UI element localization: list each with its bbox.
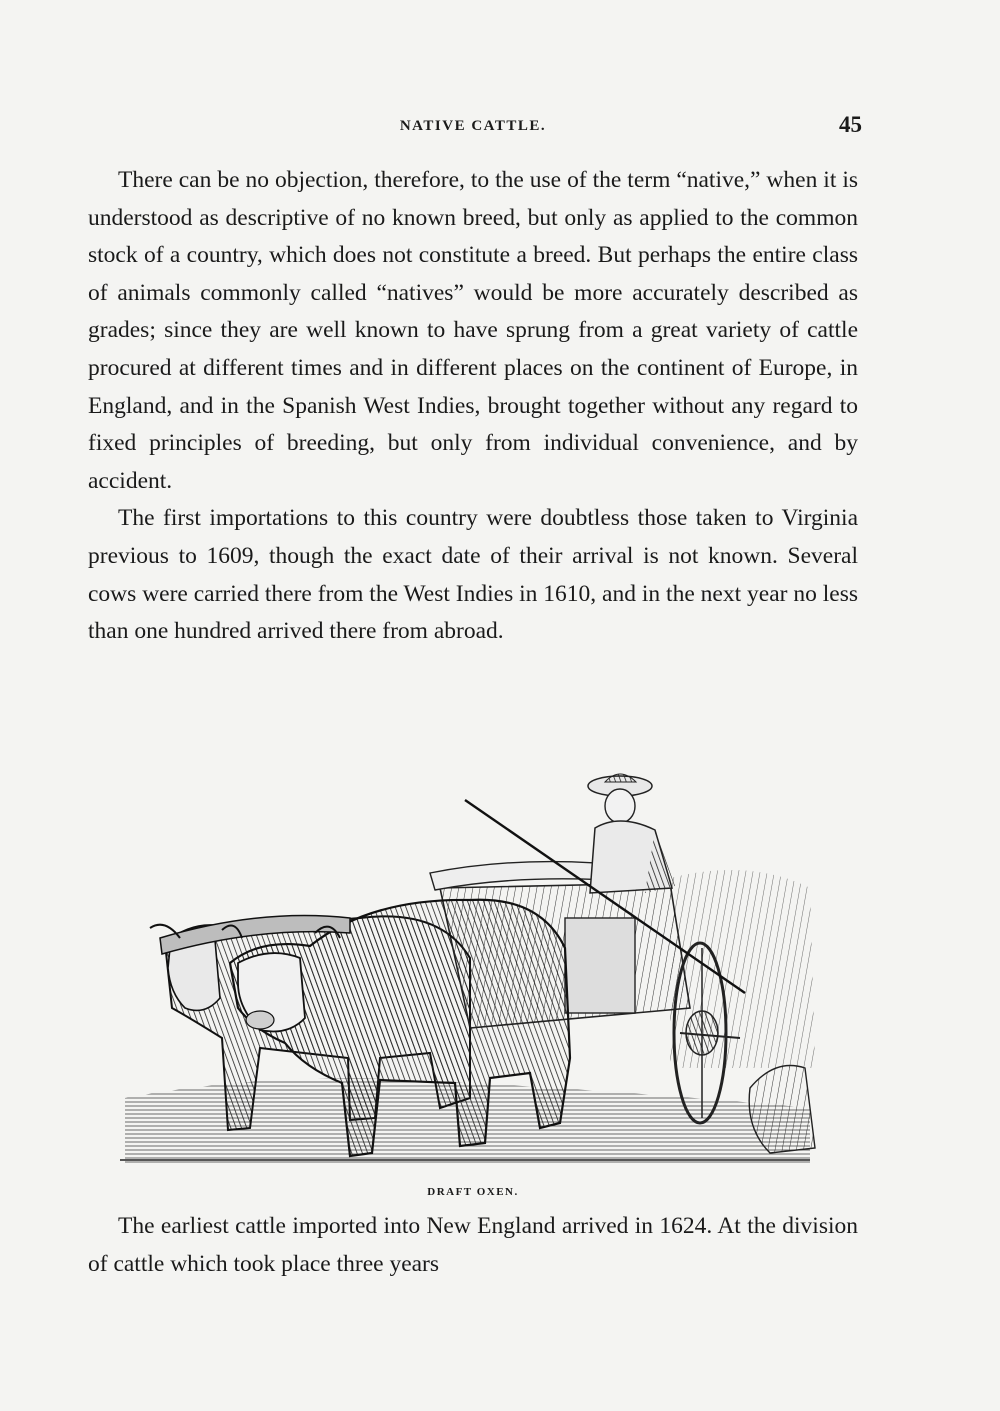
- paragraph: The first importations to this country were doubtless those taken to Virginia previous to 1609, though the exact date of their arrival is not known. Several cows were carried there from the West Indies in 1610, and in the next year no less than one hundred arrived there from abroad.: [88, 505, 858, 645]
- figure-caption: DRAFT OXEN.: [427, 1186, 519, 1198]
- body-text-top: [88, 162, 858, 651]
- paragraph: There can be no objection, therefore, to the use of the term “native,” when it is understood as descriptive of no known breed, but only as applied to the common stock of a country, which does not constitute a breed. But perhaps the entire class of animals commonly called “natives” would be more accurately described as grades; since they are well known to have sprung from a great variety of cattle procured at different times and in different places on the continent of Europe, in England, and in the Spanish West Indies, brought together without any regard to fixed principles of breeding, but only from individual convenience, and by accident.: [88, 167, 858, 494]
- paragraph: The earliest cattle imported into New England arrived in 1624. At the division of cattle which took place three years: [88, 1213, 858, 1277]
- draft-oxen-illustration: [110, 768, 830, 1178]
- running-title: NATIVE CATTLE.: [399, 118, 547, 134]
- running-head: [88, 112, 862, 146]
- body-text-bottom: [88, 1208, 858, 1283]
- page-number: 45: [839, 112, 862, 137]
